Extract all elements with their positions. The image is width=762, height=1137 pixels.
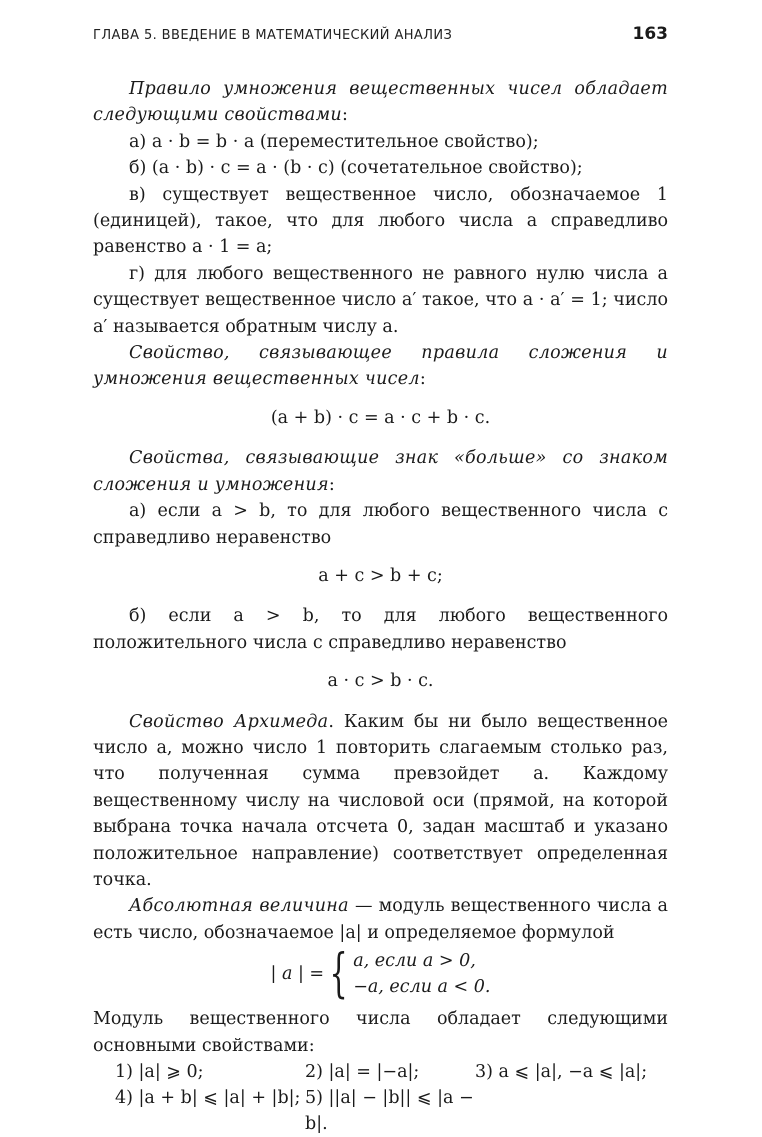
modprops-list: [93, 1059, 668, 1137]
modprop-3: 3) a ⩽ |a|, −a ⩽ |a|;: [475, 1062, 648, 1082]
abs-formula-cases: [353, 948, 490, 1000]
abs-case-negative: −a, если a < 0.: [353, 977, 491, 998]
mult-prop-d: г) для любого вещественного не равного нулю числа a существует вещественное число a′ такое, что a · a′ = 1; число a′ называется обратным числу a.: [93, 263, 668, 337]
archimedes-text: Каким бы ни было вещественное число a, можно число 1 повторить слагаемым столько раз, что полученная сумма превзойдет a. Каждому вещественному числу на числовой оси (прямой, на которой выбрана точка начала отсчета 0, задан масштаб и указано положительное направление) соответствует определенная точка.: [93, 711, 668, 890]
mult-prop-c: в) существует вещественное число, обозначаемое 1 (единицей), такое, что для любого числа a справедливо равенство a · 1 = a;: [93, 184, 668, 258]
archimedes-term: Свойство Архимеда: [129, 711, 329, 732]
abs-case-positive: a, если a > 0,: [353, 951, 476, 972]
order-intro: Свойства, связывающие знак «больше» со знаком сложения и умножения: [93, 448, 668, 495]
abs-term: Абсолютная величина: [129, 896, 349, 917]
distrib-intro: Свойство, связывающее правила сложения и умножения вещественных чисел: [93, 343, 668, 390]
abs-text: — модуль вещественного числа a есть число, обозначаемое |a| и определяемое формулой: [93, 896, 668, 943]
distrib-intro-paragraph: Свойство, связывающее правила сложения и умножения вещественных чисел:: [93, 343, 668, 390]
modprop-2: 2) |a| = |−a|;: [305, 1062, 420, 1082]
mult-intro-paragraph: Правило умножения вещественных чисел обладает следующими свойствами:: [93, 79, 668, 126]
distrib-formula: (a + b) · c = a · c + b · c.: [270, 407, 491, 428]
mult-prop-a: а) a · b = b · a (переместительное свойство);: [129, 131, 539, 152]
order-prop-b: б) если a > b, то для любого вещественного положительного числа c справедливо неравенство: [93, 606, 668, 653]
order-formula-b: a · c > b · c.: [327, 671, 434, 692]
modprops-row-1: [93, 1059, 668, 1085]
modprop-4: 4) |a + b| ⩽ |a| + |b|;: [115, 1088, 301, 1108]
abs-paragraph: [93, 893, 668, 946]
abs-formula-lhs: | a | =: [270, 963, 325, 984]
mult-intro: Правило умножения вещественных чисел обладает следующими свойствами: [93, 79, 668, 126]
page-header: [93, 24, 668, 50]
order-formula-a: a + c > b + c;: [318, 565, 443, 586]
modprops-intro: Модуль вещественного числа обладает следующими основными свойствами:: [93, 1009, 668, 1056]
modprops-row-2: [93, 1085, 668, 1137]
archimedes-paragraph: Свойство Архимеда. Каким бы ни было вещественное число a, можно число 1 повторить слагаемым столько раз, что полученная сумма превзойдет a. Каждому вещественному числу на числовой оси (прямой, на которой выбрана точка начала отсчета 0, задан масштаб и указано положительное направление) соответствует определенная точка.: [93, 711, 668, 890]
abs-formula-brace: {: [329, 944, 348, 1005]
page-number: 163: [632, 24, 668, 44]
abs-piecewise-formula: [93, 944, 668, 1005]
order-prop-a: а) если a > b, то для любого вещественного числа c справедливо неравенство: [93, 501, 668, 548]
modprop-1: 1) |a| ⩾ 0;: [115, 1062, 204, 1082]
order-intro-paragraph: Свойства, связывающие знак «больше» со знаком сложения и умножения:: [93, 448, 668, 495]
page-body: [93, 76, 668, 1137]
running-title: ГЛАВА 5. ВВЕДЕНИЕ В МАТЕМАТИЧЕСКИЙ АНАЛИЗ: [93, 28, 453, 43]
modprop-5: 5) ||a| − |b|| ⩽ |a − b|.: [305, 1088, 474, 1134]
mult-prop-b: б) (a · b) · c = a · (b · c) (сочетательное свойство);: [129, 158, 583, 179]
